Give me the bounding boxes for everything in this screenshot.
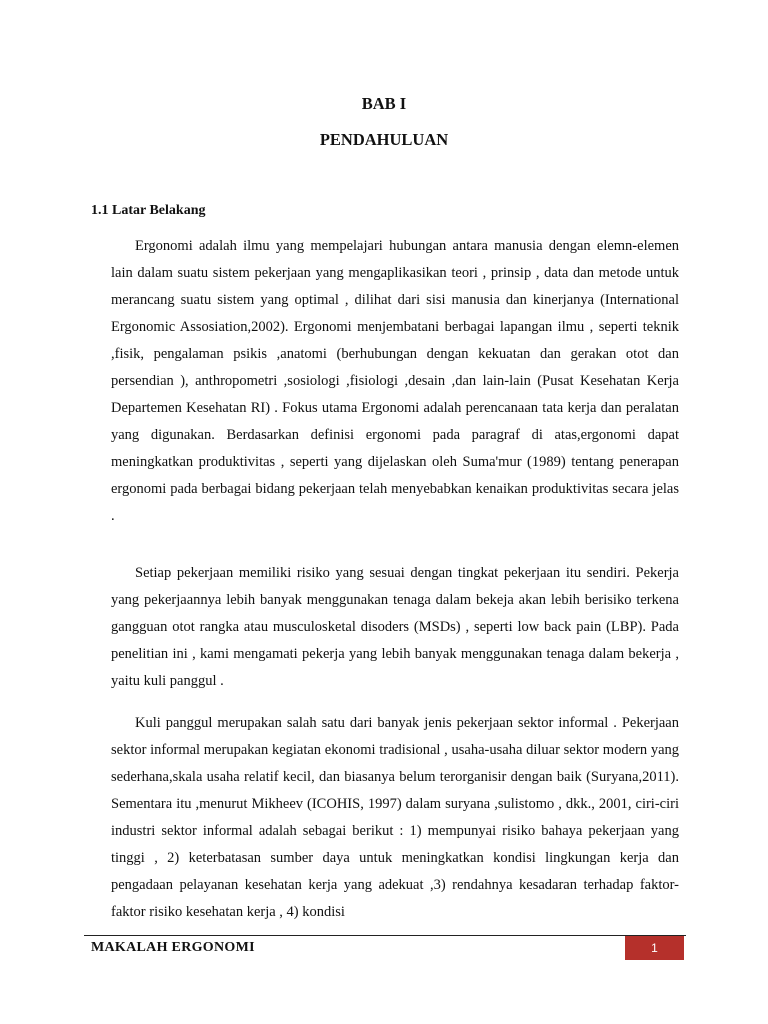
chapter-title: PENDAHULUAN bbox=[319, 130, 449, 149]
chapter-number: BAB I bbox=[361, 94, 407, 113]
body-paragraph: Setiap pekerjaan memiliki risiko yang sesuai dengan tingkat pekerjaan itu sendiri. Pekerja yang pekerjaannya lebih banyak menggunakan tenaga dalam bekeja akan lebih berisiko terkena gangguan otot rangka atau musculosketal disoders (MSDs) , seperti low back pain (LBP). Pada penelitian ini , kami mengamati pekerja yang lebih banyak menggunakan tenaga dalam bekerja , yaitu kuli panggul . bbox=[111, 565, 679, 689]
body-paragraph: Ergonomi adalah ilmu yang mempelajari hubungan antara manusia dengan elemn-elemen lain dalam suatu sistem pekerjaan yang mengaplikasikan teori , prinsip , data dan metode untuk merancang suatu sistem yang optimal , dilihat dari sisi manusia dan kinerjanya (International Ergonomic Assosiation,2002). Ergonomi menjembatani berbagai lapangan ilmu , seperti teknik ,fisik, pengalaman psikis ,anatomi (berhubungan dengan kekuatan dan gerakan otot dan persendian ), anthropometri ,sosiologi ,fisiologi ,desain ,dan lain-lain (Pusat Kesehatan Kerja Departemen Kesehatan RI) . Fokus utama Ergonomi adalah perencanaan tata kerja dan peralatan yang digunakan. Berdasarkan definisi ergonomi pada paragraf di atas,ergonomi dapat meningkatkan produktivitas , seperti yang dijelaskan oleh Suma'mur (1989) tentang penerapan ergonomi pada berbagai bidang pekerjaan telah menyebabkan kenaikan produktivitas secara jelas . bbox=[111, 238, 679, 524]
body-paragraph: Kuli panggul merupakan salah satu dari banyak jenis pekerjaan sektor informal . Pekerjaan sektor informal merupakan kegiatan ekonomi tradisional , usaha-usaha diluar sektor modern yang sederhana,skala usaha relatif kecil, dan biasanya belum terorganisir dengan baik (Suryana,2011). Sementara itu ,menurut Mikheev (ICOHIS, 1997) dalam suryana ,sulistomo , dkk., 2001, ciri-ciri industri sektor informal adalah sebagai berikut : 1) mempunyai risiko bahaya pekerjaan yang tinggi , 2) keterbatasan sumber daya untuk meningkatkan kondisi lingkungan kerja dan pengadaan pelayanan kesehatan kerja yang adekuat ,3) rendahnya kesadaran terhadap faktor-faktor risiko kesehatan kerja , 4) kondisi bbox=[111, 715, 679, 920]
footer-title: MAKALAH ERGONOMI bbox=[91, 940, 255, 955]
footer-divider bbox=[84, 935, 686, 936]
page-number-badge: 1 bbox=[625, 936, 684, 960]
section-heading: 1.1 Latar Belakang bbox=[91, 203, 206, 218]
